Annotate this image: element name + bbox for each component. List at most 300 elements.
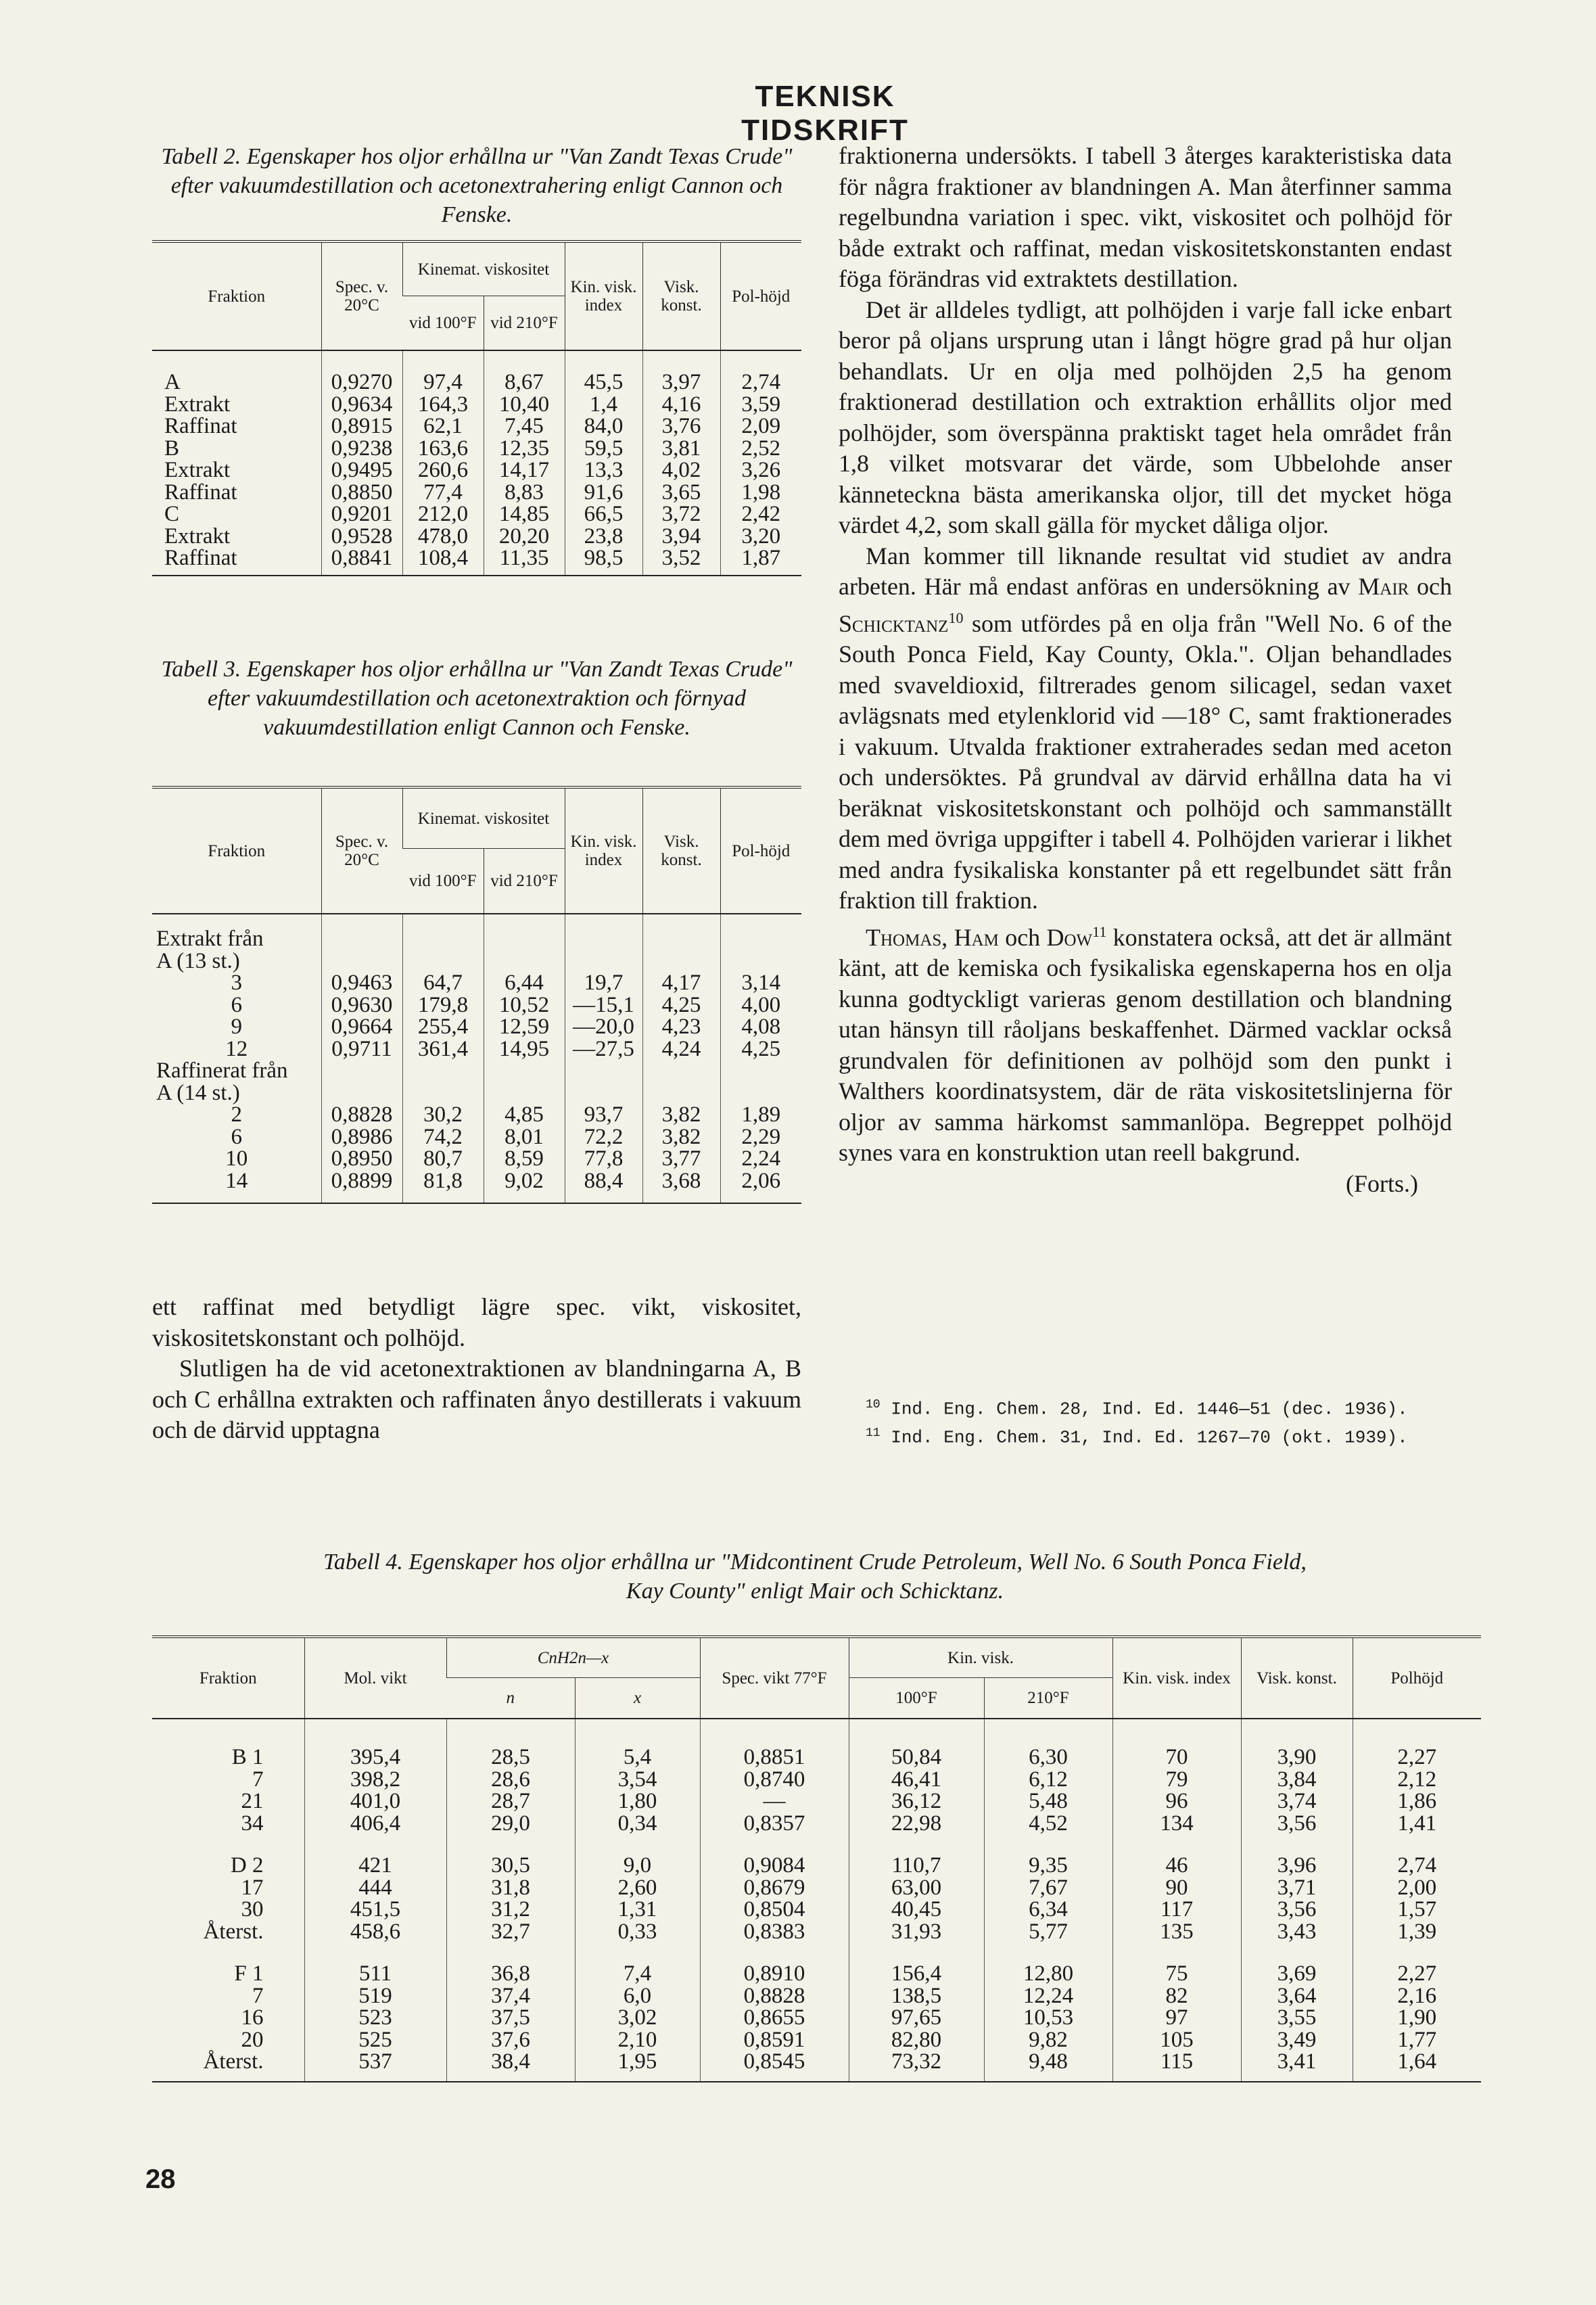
empty-cell: [321, 914, 402, 928]
table-cell: 10,53: [984, 2007, 1112, 2029]
table-cell: 80,7: [402, 1148, 484, 1170]
table-row: [152, 1126, 801, 1148]
empty-cell: [446, 1942, 575, 1963]
row-label: Extrakt: [164, 523, 231, 549]
table-cell: 11,35: [484, 547, 565, 569]
table-cell: 0,8986: [321, 1126, 402, 1148]
empty-cell: [720, 1192, 801, 1203]
table-cell: 3,72: [642, 503, 720, 526]
table-cell: 0,8504: [700, 1899, 849, 1921]
table-cell: 19,7: [565, 972, 642, 994]
table-cell: 37,5: [446, 2007, 575, 2029]
table-cell: 255,4: [402, 1016, 484, 1038]
table-cell: 12,80: [984, 1963, 1112, 1985]
table-cell: 406,4: [304, 1813, 446, 1835]
footnote-11-num: 11: [866, 1426, 881, 1440]
empty-cell: [304, 1942, 446, 1963]
table-cell: 9,35: [984, 1855, 1112, 1877]
p3-text-b: som utfördes på en olja från "Well No. 6 of the South Ponca Field, Kay County, Okla.". Oljan behandlades med svaveldioxid, filtrerades genom silicagel, sedan vaxet avlägsnats med etylenklorid vid —18° C, samt fraktionerades i vakuum. Utvalda fraktioner extraherades sedan med aceton och undersöktes. På grundval av därvid erhållna data ha vi beräknat viskositetskonstant och polhöjd och sammanställt dem med övriga uppgifter i tabell 4. Polhöjden varierar i likhet med andra fysikaliska konstanter på ett regelbundet sätt från fraktion till fraktion.: [839, 609, 1452, 914]
continued-marker: (Forts.): [1346, 1169, 1418, 1197]
table-row: [152, 1985, 1481, 2007]
left-paragraph-1: ett raffinat med betydligt lägre spec. vikt, viskositet, viskositetskonstant och polhöjd.: [152, 1293, 801, 1351]
group-label: A (14 st.): [156, 1080, 240, 1105]
empty-cell: [446, 1719, 575, 1746]
table2: [152, 240, 801, 576]
empty-cell: [984, 1942, 1112, 1963]
table-row: [152, 1746, 1481, 1769]
row-label: 6: [231, 1124, 242, 1149]
table4-body: [152, 1719, 1481, 2082]
table-cell: 134: [1112, 1813, 1241, 1835]
table-cell: 2,52: [720, 438, 801, 460]
table-cell: 74,2: [402, 1126, 484, 1148]
empty-cell: [575, 1834, 700, 1855]
table-cell: 478,0: [402, 526, 484, 548]
table-cell: 14,17: [484, 459, 565, 482]
row-label: 20: [241, 2027, 264, 2052]
table-cell: 30,2: [402, 1104, 484, 1126]
row-label: B 1: [231, 1745, 264, 1769]
row-label: 17: [241, 1875, 264, 1900]
table-cell: 3,20: [720, 526, 801, 548]
spacer-row: [152, 1834, 1481, 1855]
empty-cell: [484, 1082, 565, 1104]
table-cell: 70: [1112, 1746, 1241, 1769]
table-cell: 4,17: [642, 972, 720, 994]
table-cell: 2,12: [1353, 1769, 1481, 1791]
t4-h-visk: Visk. konst.: [1241, 1637, 1353, 1719]
empty-cell: [152, 1192, 321, 1203]
table-cell: 37,4: [446, 1985, 575, 2007]
table-cell: 81,8: [402, 1170, 484, 1192]
table-cell: 117: [1112, 1899, 1241, 1921]
table-cell: 10,52: [484, 994, 565, 1017]
table-cell: 72,2: [565, 1126, 642, 1148]
table-cell: 6,30: [984, 1746, 1112, 1769]
empty-cell: [484, 950, 565, 973]
empty-cell: [484, 1060, 565, 1082]
empty-cell: [1112, 2073, 1241, 2082]
spacer-row: [152, 2073, 1481, 2082]
table-cell: 4,52: [984, 1813, 1112, 1835]
table-cell: 1,77: [1353, 2029, 1481, 2051]
table-cell: 2,10: [575, 2029, 700, 2051]
table-cell: 4,02: [642, 459, 720, 482]
footnote-10-num: 10: [866, 1398, 881, 1412]
table-cell: 1,87: [720, 547, 801, 569]
table-cell: 31,2: [446, 1899, 575, 1921]
row-label: 7: [252, 1983, 264, 2008]
table-cell: 0,8915: [321, 415, 402, 438]
table-cell: 0,8357: [700, 1813, 849, 1835]
t3-h-visk: Visk. konst.: [642, 787, 720, 914]
empty-cell: [321, 1060, 402, 1082]
table-row: [152, 1769, 1481, 1791]
table-cell: 3,96: [1241, 1855, 1353, 1877]
group-label: Extrakt från: [156, 927, 264, 951]
table-cell: 0,8899: [321, 1170, 402, 1192]
row-label: Extrakt: [164, 458, 231, 482]
t2-h-vid210: vid 210°F: [484, 296, 565, 351]
row-label: 6: [231, 992, 242, 1017]
table-cell: 0,8950: [321, 1148, 402, 1170]
row-label: 21: [241, 1789, 264, 1813]
empty-cell: [304, 1719, 446, 1746]
empty-cell: [984, 2073, 1112, 2082]
table-cell: 2,09: [720, 415, 801, 438]
empty-cell: [321, 928, 402, 950]
table-cell: 1,89: [720, 1104, 801, 1126]
empty-cell: [304, 1834, 446, 1855]
right-paragraph-4: [839, 916, 1452, 1169]
table-cell: 9,48: [984, 2051, 1112, 2073]
table-cell: 6,12: [984, 1769, 1112, 1791]
table-cell: 398,2: [304, 1769, 446, 1791]
table-cell: 164,3: [402, 394, 484, 416]
empty-cell: [484, 1192, 565, 1203]
table-row: [152, 526, 801, 548]
table-row: [152, 1813, 1481, 1835]
table-cell: 84,0: [565, 415, 642, 438]
table-cell: 13,3: [565, 459, 642, 482]
row-label: C: [164, 502, 180, 526]
table-row: [152, 2051, 1481, 2073]
table-cell: 0,33: [575, 1921, 700, 1943]
table-cell: 156,4: [849, 1963, 984, 1985]
empty-cell: [984, 1719, 1112, 1746]
table-cell: 64,7: [402, 972, 484, 994]
table-cell: 108,4: [402, 547, 484, 569]
empty-cell: [1241, 2073, 1353, 2082]
empty-cell: [1241, 1719, 1353, 1746]
table-cell: 511: [304, 1963, 446, 1985]
empty-cell: [642, 914, 720, 928]
table-row: [152, 994, 801, 1017]
table-cell: 4,24: [642, 1038, 720, 1061]
author-mair: Mair: [1358, 573, 1409, 600]
table-cell: 3,59: [720, 394, 801, 416]
table-cell: 3,74: [1241, 1790, 1353, 1813]
empty-cell: [152, 1834, 304, 1855]
authors-thomas-ham: Thomas, Ham: [866, 923, 999, 951]
table-cell: 3,69: [1241, 1963, 1353, 1985]
empty-cell: [565, 1082, 642, 1104]
table-cell: 9,82: [984, 2029, 1112, 2051]
row-label: Raffinat: [164, 546, 237, 570]
table-cell: 45,5: [565, 371, 642, 394]
empty-cell: [700, 1719, 849, 1746]
table-cell: 82,80: [849, 2029, 984, 2051]
row-label: Raffinat: [164, 414, 237, 438]
table-cell: 0,9711: [321, 1038, 402, 1061]
t2-h-spec: Spec. v. 20°C: [321, 241, 402, 350]
table-cell: 4,16: [642, 394, 720, 416]
table-cell: 40,45: [849, 1899, 984, 1921]
journal-masthead: TEKNISK TIDSKRIFT: [741, 80, 909, 147]
row-label: 16: [241, 2005, 264, 2030]
left-paragraph-2: Slutligen ha de vid acetonextraktionen av blandningarna A, B och C erhållna extrakten och raffinaten ånyo destillerats i vakuum och de därvid upptagna: [152, 1355, 801, 1443]
table-cell: 2,16: [1353, 1985, 1481, 2007]
empty-cell: [565, 928, 642, 950]
table-cell: 7,45: [484, 415, 565, 438]
table-cell: 3,54: [575, 1769, 700, 1791]
table-cell: 3,65: [642, 482, 720, 504]
right-paragraph-1: fraktionerna undersökts. I tabell 3 återges karakteristiska data för några fraktioner av blandningen A. Man återfinner samma regelbundna variation i spec. vikt, viskositet och polhöjd för både extrakt och raffinat, medan viskositetskonstanten endast föga förändras vid extraktets destillation.: [839, 142, 1452, 292]
table-cell: 1,98: [720, 482, 801, 504]
table-row: [152, 2007, 1481, 2029]
empty-cell: [402, 350, 484, 371]
table-cell: 62,1: [402, 415, 484, 438]
t2-h-vid100: vid 100°F: [402, 296, 484, 351]
empty-cell: [1112, 1834, 1241, 1855]
table-cell: 5,77: [984, 1921, 1112, 1943]
table-cell: 97,65: [849, 2007, 984, 2029]
table-cell: 31,93: [849, 1921, 984, 1943]
row-label: 14: [225, 1168, 248, 1193]
empty-cell: [152, 2073, 304, 2082]
empty-cell: [720, 1082, 801, 1104]
table-cell: 10,40: [484, 394, 565, 416]
table-cell: 31,8: [446, 1877, 575, 1899]
table-cell: 63,00: [849, 1877, 984, 1899]
empty-cell: [565, 950, 642, 973]
table-cell: 110,7: [849, 1855, 984, 1877]
empty-cell: [720, 350, 801, 371]
empty-cell: [642, 928, 720, 950]
table4-caption-line1: Tabell 4. Egenskaper hos oljor erhållna ur "Midcontinent Crude Petroleum, Well No. 6 South Ponca Field,: [323, 1550, 1307, 1575]
table-cell: 0,8591: [700, 2029, 849, 2051]
table-cell: 28,5: [446, 1746, 575, 1769]
table-cell: 12,24: [984, 1985, 1112, 2007]
footnotes: [866, 1393, 1461, 1449]
table3-caption: Tabell 3. Egenskaper hos oljor erhållna ur "Van Zandt Texas Crude" efter vakuumdestillation och acetonextraktion och förnyad vakuumdestillation enligt Cannon och Fenske.: [161, 657, 793, 740]
empty-cell: [446, 2073, 575, 2082]
table-cell: 3,81: [642, 438, 720, 460]
group-label-row: [152, 1060, 801, 1082]
t4-h-mol: Mol. vikt: [304, 1637, 446, 1719]
table-cell: 115: [1112, 2051, 1241, 2073]
table-row: [152, 1790, 1481, 1813]
table-row: [152, 371, 801, 394]
table-cell: 2,60: [575, 1877, 700, 1899]
table-cell: 0,9463: [321, 972, 402, 994]
footnote-10-text: Ind. Eng. Chem. 28, Ind. Ed. 1446—51 (dec. 1936).: [891, 1399, 1408, 1420]
table-cell: 97,4: [402, 371, 484, 394]
empty-cell: [849, 1834, 984, 1855]
table3-body: [152, 914, 801, 1203]
table-row: [152, 1921, 1481, 1943]
t2-h-kin: Kin. visk. index: [565, 241, 642, 350]
empty-cell: [321, 350, 402, 371]
t4-h-spec: Spec. vikt 77°F: [700, 1637, 849, 1719]
t4-h-formula: CnH2n—x: [446, 1637, 700, 1678]
table-cell: 28,6: [446, 1769, 575, 1791]
table-cell: 14,95: [484, 1038, 565, 1061]
empty-cell: [1353, 1834, 1481, 1855]
t4-h-x: x: [575, 1678, 700, 1719]
table-row: [152, 1899, 1481, 1921]
table-cell: 3,82: [642, 1104, 720, 1126]
table-row: [152, 482, 801, 504]
author-schicktanz: Schicktanz: [839, 609, 949, 637]
spacer-row: [152, 569, 801, 576]
footnote-10: [866, 1393, 1461, 1422]
footnote-11: [866, 1422, 1461, 1450]
empty-cell: [642, 1060, 720, 1082]
table-cell: 135: [1112, 1921, 1241, 1943]
empty-cell: [1112, 1719, 1241, 1746]
table-row: [152, 1104, 801, 1126]
table-cell: 3,56: [1241, 1899, 1353, 1921]
table-row: [152, 459, 801, 482]
table4: [152, 1635, 1481, 2082]
table-cell: 3,02: [575, 2007, 700, 2029]
table-cell: 0,9630: [321, 994, 402, 1017]
table-cell: 1,41: [1353, 1813, 1481, 1835]
t4-h-fraktion: Fraktion: [199, 1669, 257, 1687]
t4-h-pol: Polhöjd: [1353, 1637, 1481, 1719]
empty-cell: [484, 928, 565, 950]
t3-h-vid100: vid 100°F: [402, 849, 484, 914]
empty-cell: [321, 950, 402, 973]
t3-h-vid210: vid 210°F: [484, 849, 565, 914]
table-cell: 2,27: [1353, 1746, 1481, 1769]
t3-h-spec: Spec. v. 20°C: [321, 787, 402, 914]
empty-cell: [849, 1942, 984, 1963]
table-cell: 4,25: [642, 994, 720, 1017]
table-cell: 1,31: [575, 1899, 700, 1921]
empty-cell: [402, 914, 484, 928]
table-row: [152, 1855, 1481, 1877]
table-cell: 3,14: [720, 972, 801, 994]
table-cell: 1,86: [1353, 1790, 1481, 1813]
empty-cell: [402, 1060, 484, 1082]
right-column-text: [839, 141, 1452, 1199]
table-cell: —27,5: [565, 1038, 642, 1061]
empty-cell: [402, 1192, 484, 1203]
table-cell: 2,42: [720, 503, 801, 526]
t2-h-visk: Visk. konst.: [642, 241, 720, 350]
table-cell: 6,0: [575, 1985, 700, 2007]
empty-cell: [700, 1942, 849, 1963]
empty-cell: [642, 350, 720, 371]
row-label: Raffinat: [164, 480, 237, 505]
group-label-row: [152, 950, 801, 973]
row-label: 10: [225, 1146, 248, 1171]
p4-text-b: konstatera också, att det är allmänt känt, att de kemiska och fysikaliska egenskaperna hos en olja kunna godtyckligt varieras genom destillation och blandning utan hänsyn till råoljans beskaffenhet. Därmed vacklar också grundvalen för definitionen av polhöjd som den punkt i Walthers koordinatsystem, där de räta viskositetslinjerna för oljor av samma härkomst sammanlöpa. Begreppet polhöjd synes vara en konstruktion utan reell bakgrund.: [839, 923, 1452, 1166]
table-cell: 0,8679: [700, 1877, 849, 1899]
table-cell: 0,8910: [700, 1963, 849, 1985]
table-cell: 519: [304, 1985, 446, 2007]
table-row: [152, 438, 801, 460]
table-cell: 0,8740: [700, 1769, 849, 1791]
table-cell: 0,8850: [321, 482, 402, 504]
table-cell: 2,74: [720, 371, 801, 394]
table-cell: 212,0: [402, 503, 484, 526]
table-cell: 59,5: [565, 438, 642, 460]
table-cell: 7,67: [984, 1877, 1112, 1899]
table-cell: 3,68: [642, 1170, 720, 1192]
table-cell: 6,44: [484, 972, 565, 994]
table-cell: 1,64: [1353, 2051, 1481, 2073]
table-cell: 66,5: [565, 503, 642, 526]
table-cell: 2,06: [720, 1170, 801, 1192]
empty-cell: [700, 2073, 849, 2082]
table-cell: 0,8828: [700, 1985, 849, 2007]
table-cell: 3,77: [642, 1148, 720, 1170]
table-cell: 0,9201: [321, 503, 402, 526]
table-row: [152, 394, 801, 416]
table-cell: 77,8: [565, 1148, 642, 1170]
table-cell: 4,25: [720, 1038, 801, 1061]
table-row: [152, 547, 801, 569]
empty-cell: [321, 1082, 402, 1104]
table-cell: 0,9270: [321, 371, 402, 394]
table-cell: 29,0: [446, 1813, 575, 1835]
right-paragraph-3: [839, 541, 1452, 916]
empty-cell: [152, 914, 321, 928]
table-cell: —15,1: [565, 994, 642, 1017]
table-cell: 8,83: [484, 482, 565, 504]
table-row: [152, 2029, 1481, 2051]
empty-cell: [1353, 1719, 1481, 1746]
table-cell: 0,9238: [321, 438, 402, 460]
spacer-row: [152, 914, 801, 928]
table-cell: 0,8545: [700, 2051, 849, 2073]
group-label-row: [152, 1082, 801, 1104]
table-row: [152, 1038, 801, 1061]
table-cell: 20,20: [484, 526, 565, 548]
table-cell: 12,35: [484, 438, 565, 460]
table-cell: 260,6: [402, 459, 484, 482]
table-cell: 523: [304, 2007, 446, 2029]
row-label: A: [164, 370, 181, 394]
footnote-ref-10: 10: [948, 609, 964, 626]
table-cell: 28,7: [446, 1790, 575, 1813]
table-cell: 98,5: [565, 547, 642, 569]
table-cell: 5,4: [575, 1746, 700, 1769]
table-cell: 1,39: [1353, 1921, 1481, 1943]
table-cell: 0,8655: [700, 2007, 849, 2029]
row-label: 30: [241, 1897, 264, 1922]
table-cell: 88,4: [565, 1170, 642, 1192]
row-label: B: [164, 436, 180, 461]
table-cell: 525: [304, 2029, 446, 2051]
table-cell: 97: [1112, 2007, 1241, 2029]
t4-h-kin: Kin. visk.: [849, 1637, 1112, 1678]
empty-cell: [1241, 1942, 1353, 1963]
table-cell: 7,4: [575, 1963, 700, 1985]
t4-h-kinidx: Kin. visk. index: [1112, 1637, 1241, 1719]
table-cell: 3,94: [642, 526, 720, 548]
table-cell: 90: [1112, 1877, 1241, 1899]
table-row: [152, 1877, 1481, 1899]
table-cell: 1,4: [565, 394, 642, 416]
empty-cell: [446, 1834, 575, 1855]
table-cell: 3,26: [720, 459, 801, 482]
empty-cell: [984, 1834, 1112, 1855]
table-cell: 179,8: [402, 994, 484, 1017]
table-cell: 8,67: [484, 371, 565, 394]
footnote-ref-11: 11: [1092, 923, 1107, 940]
table-cell: 2,24: [720, 1148, 801, 1170]
empty-cell: [565, 350, 642, 371]
table-cell: 3,90: [1241, 1746, 1353, 1769]
table-row: [152, 1963, 1481, 1985]
table-cell: 73,32: [849, 2051, 984, 2073]
t3-h-kin: Kin. visk. index: [565, 787, 642, 914]
spacer-row: [152, 350, 801, 371]
